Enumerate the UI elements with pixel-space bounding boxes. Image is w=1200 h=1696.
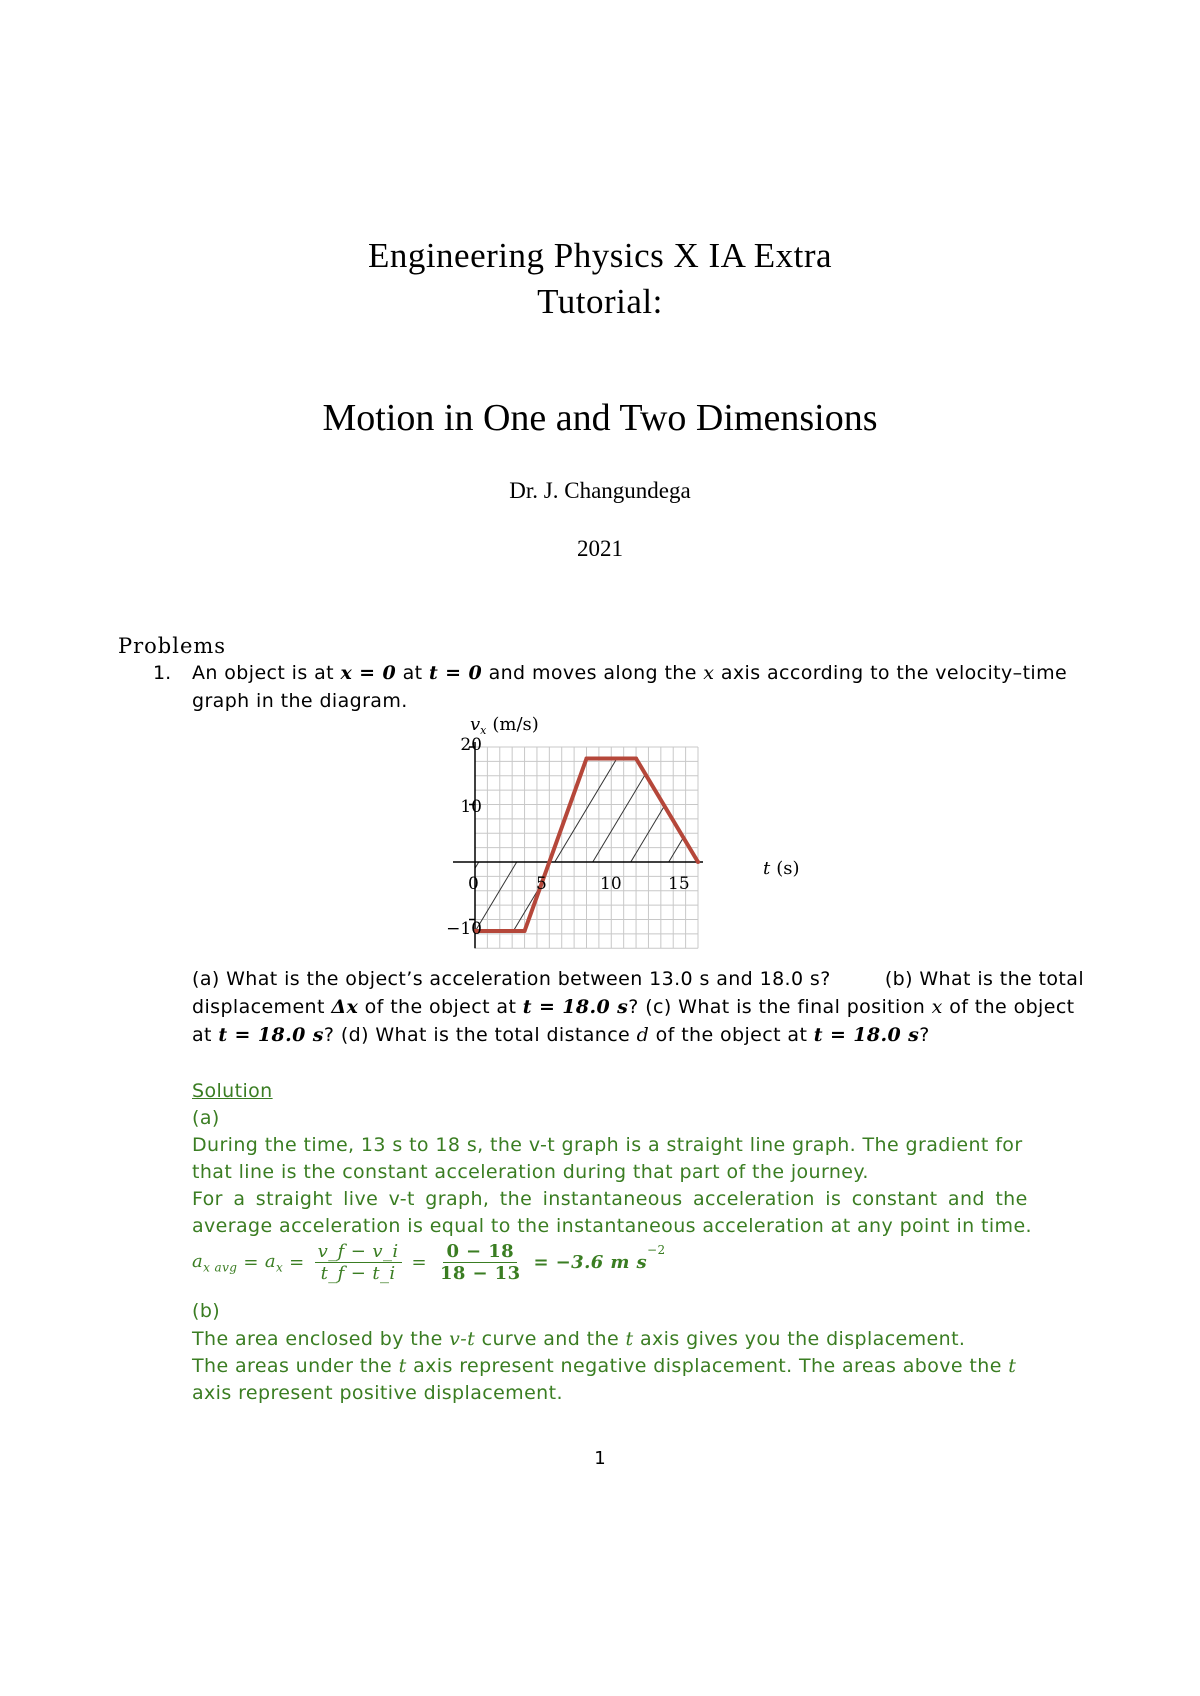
- chart-grid: [475, 747, 698, 948]
- hatch-line: [655, 648, 835, 948]
- data-point: [585, 757, 589, 761]
- hatch-line: [693, 648, 873, 948]
- author: Dr. J. Changundega: [509, 478, 691, 503]
- year: 2021: [577, 536, 623, 561]
- x-tick-label-5: 5: [536, 874, 547, 894]
- fraction-numeric: $\frac{0 - 18}{18 - 13}$: [440, 1241, 521, 1284]
- hatch-line: [807, 648, 987, 948]
- x-tick-label-0: 0: [468, 874, 479, 894]
- solution-part-b: (b): [192, 1300, 221, 1322]
- hatch-line: [541, 648, 721, 948]
- data-point: [523, 929, 527, 933]
- solution-b-line1: The area enclosed by the v-t curve and the t axis gives you the displacement.: [192, 1328, 966, 1350]
- x-tick-label-10: 10: [600, 874, 622, 894]
- x-axis-label: t (s): [763, 858, 800, 879]
- data-point: [634, 757, 638, 761]
- question-line2: displacement Δx of the object at t = 18.0 s? (c) What is the final position x of the object: [192, 996, 1075, 1018]
- y-tick-label-20: 20: [460, 735, 482, 755]
- hatch-line: [503, 648, 683, 948]
- section-heading: Problems: [118, 634, 227, 658]
- data-point: [696, 860, 700, 864]
- hatch-line: [617, 648, 797, 948]
- hatch-line: [579, 648, 759, 948]
- chart-axes: [453, 742, 703, 948]
- fraction-symbolic: $\frac{v\_f - v\_i}{t\_f - t\_i}$: [315, 1241, 402, 1284]
- solution-a-line4: average acceleration is equal to the instantaneous acceleration at any point in time.: [192, 1215, 1032, 1237]
- solution-b-line2: The areas under the t axis represent negative displacement. The areas above the t: [192, 1355, 1017, 1377]
- y-tick-label-10: 10: [460, 797, 482, 817]
- solution-label: Solution: [192, 1080, 273, 1102]
- document-subtitle: Motion in One and Two Dimensions: [322, 397, 878, 439]
- hatch-line: [845, 648, 1025, 948]
- solution-a-line2: that line is the constant acceleration during that part of the journey.: [192, 1161, 869, 1183]
- page-number: 1: [594, 1448, 606, 1469]
- solution-a-line1: During the time, 13 s to 18 s, the v-t graph is a straight line graph. The gradient for: [192, 1134, 1023, 1156]
- question-line3: at t = 18.0 s? (d) What is the total distance d of the object at t = 18.0 s?: [192, 1024, 930, 1046]
- hatch-line: [465, 648, 645, 948]
- problem-number: 1.: [153, 662, 172, 684]
- problem-intro-line1: An object is at x = 0 at t = 0 and moves along the x axis according to the velocity–time: [192, 662, 1068, 684]
- y-tick-label-neg10: −10: [446, 919, 482, 939]
- question-line1: (a) What is the object’s acceleration between 13.0 s and 18.0 s? (b) What is the total: [192, 968, 1084, 990]
- y-axis-label: $v_x$ (m/s): [470, 714, 539, 737]
- title-line-2: Tutorial:: [537, 282, 663, 321]
- hatch-line: [427, 648, 607, 948]
- problem-intro-line2: graph in the diagram.: [192, 690, 408, 712]
- solution-part-a: (a): [192, 1107, 220, 1129]
- acceleration-equation: $a_{x avg}$ = $a_x$ = $\frac{v\_f - v\_i}{t\_f - t\_i}$ = $\frac{0 - 18}{18 - 13}$ = −3.6 m s $^{-2}$: [192, 1241, 666, 1284]
- hatch-line: [731, 648, 911, 948]
- solution-b-line3: axis represent positive displacement.: [192, 1382, 563, 1404]
- velocity-time-graph: [446, 712, 810, 962]
- hatch-line: [769, 648, 949, 948]
- x-tick-label-15: 15: [668, 874, 690, 894]
- title-line-1: Engineering Physics X IA Extra: [367, 236, 833, 275]
- solution-a-line3: For a straight live v-t graph, the instantaneous acceleration is constant and the: [192, 1188, 1028, 1210]
